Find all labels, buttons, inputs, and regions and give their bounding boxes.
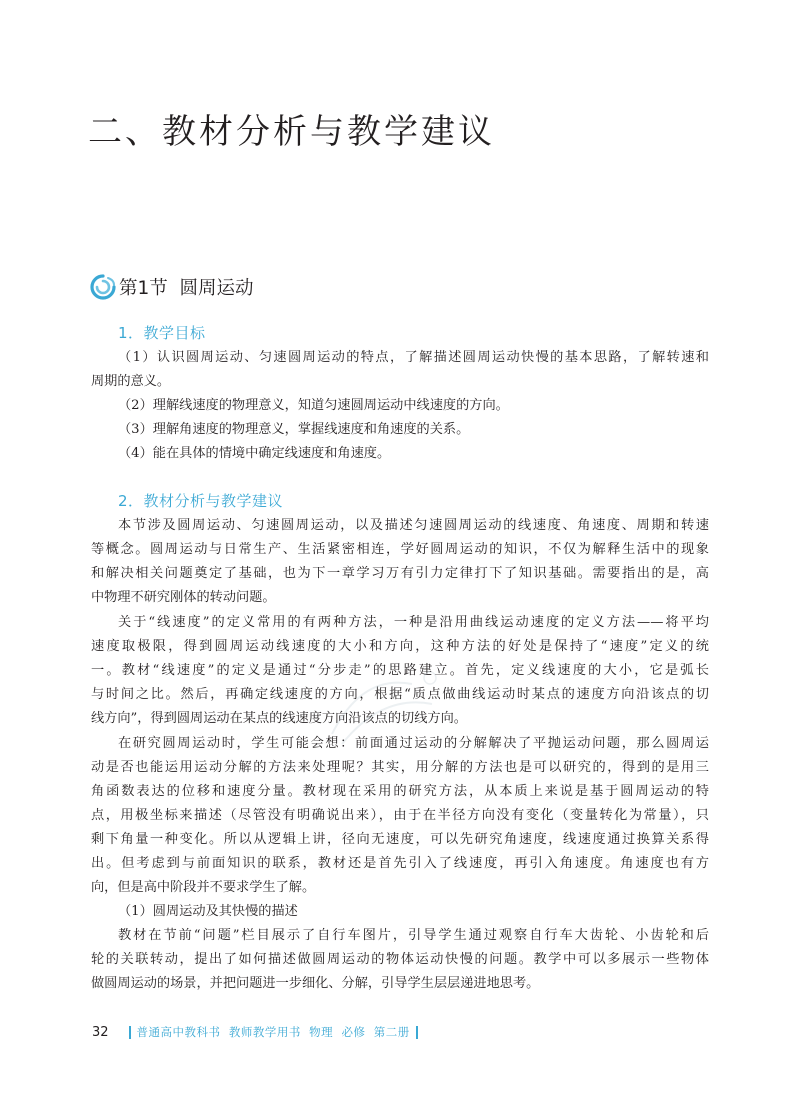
paragraph-line: 和解决相关问题奠定了基础，也为下一章学习万有引力定律打下了知识基础。需要指出的是，高 xyxy=(91,566,709,581)
section-number: 第1节 xyxy=(119,278,168,299)
paragraph-line: 与时间之比。然后，再确定线速度的方向，根据“质点做曲线运动时某点的速度方向沿该点的切 xyxy=(91,687,709,702)
goal-line: （4）能在具体的情境中确定线速度和角速度。 xyxy=(118,446,391,461)
paragraph-line: 本节涉及圆周运动、匀速圆周运动，以及描述匀速圆周运动的线速度、角速度、周期和转速 xyxy=(118,518,709,533)
goal-line: （2）理解线速度的物理意义，知道匀速圆周运动中线速度的方向。 xyxy=(118,398,509,413)
paragraph-line: 做圆周运动的场景，并把问题进一步细化、分解，引导学生层层递进地思考。 xyxy=(91,976,540,991)
paragraph-line: 剩下角量一种变化。所以从逻辑上讲，径向无速度，可以先研究角速度，线速度通过换算关系得 xyxy=(91,832,709,847)
paragraph-line: 角函数表达的位移和速度分量。教材现在采用的研究方法，从本质上来说是基于圆周运动的特 xyxy=(91,784,709,799)
paragraph-line: 线方向”，得到圆周运动在某点的线速度方向沿该点的切线方向。 xyxy=(91,711,467,726)
paragraph-line: 点，用极坐标来描述（尽管没有明确说出来），由于在半径方向没有变化（变量转化为常量），只 xyxy=(91,808,709,823)
paragraph-line: 出。但考虑到与前面知识的联系，教材还是首先引入了线速度，再引入角速度。角速度也有方 xyxy=(91,856,709,871)
paragraph-line: 等概念。圆周运动与日常生产、生活紧密相连，学好圆周运动的知识，不仅为解释生活中的现象 xyxy=(91,542,709,557)
footer-divider xyxy=(129,1026,131,1039)
paragraph-line: 关于“线速度”的定义常用的有两种方法，一种是沿用曲线运动速度的定义方法——将平均 xyxy=(118,615,709,630)
page-number: 32 xyxy=(92,1024,109,1040)
heading-analysis: 2．教材分析与教学建议 xyxy=(118,492,284,510)
paragraph-line: 中物理不研究刚体的转动问题。 xyxy=(91,590,276,605)
page-footer xyxy=(92,1024,424,1040)
paragraph-line: 向，但是高中阶段并不要求学生了解。 xyxy=(91,880,316,895)
publisher-watermark-icon xyxy=(322,664,442,760)
section-title: 圆周运动 xyxy=(179,278,254,299)
section-swirl-icon xyxy=(90,274,116,300)
heading-teaching-goals: 1．教学目标 xyxy=(118,324,206,342)
goal-line: （1）认识圆周运动、匀速圆周运动的特点，了解描述圆周运动快慢的基本思路，了解转速和 xyxy=(118,350,709,365)
paragraph-line: 在研究圆周运动时，学生可能会想：前面通过运动的分解解决了平抛运动问题，那么圆周运 xyxy=(118,736,709,751)
footer-book-title: 普通高中教科书 教师教学用书 物理 必修 第二册 xyxy=(136,1025,410,1039)
paragraph-line: 一。教材“线速度”的定义是通过“分步走”的思路建立。首先，定义线速度的大小，它是弧长 xyxy=(91,663,709,678)
footer-divider xyxy=(416,1026,418,1039)
paragraph-line: 动是否也能运用运动分解的方法来处理呢？其实，用分解的方法也是可以研究的，得到的是用三 xyxy=(91,760,709,775)
goal-line: （3）理解角速度的物理意义，掌握线速度和角速度的关系。 xyxy=(118,422,470,437)
paragraph-line: 轮的关联转动，提出了如何描述做圆周运动的物体运动快慢的问题。教学中可以多展示一些物体 xyxy=(91,952,709,967)
chapter-title: 二、教材分析与教学建议 xyxy=(88,112,495,152)
section-header xyxy=(90,274,254,300)
paragraph-line: 速度取极限，得到圆周运动线速度的大小和方向，这种方法的好处是保持了“速度”定义的统 xyxy=(91,639,709,654)
sub-heading: （1）圆周运动及其快慢的描述 xyxy=(118,904,298,919)
goal-line: 周期的意义。 xyxy=(91,374,171,389)
paragraph-line: 教材在节前“问题”栏目展示了自行车图片，引导学生通过观察自行车大齿轮、小齿轮和后 xyxy=(118,928,709,943)
